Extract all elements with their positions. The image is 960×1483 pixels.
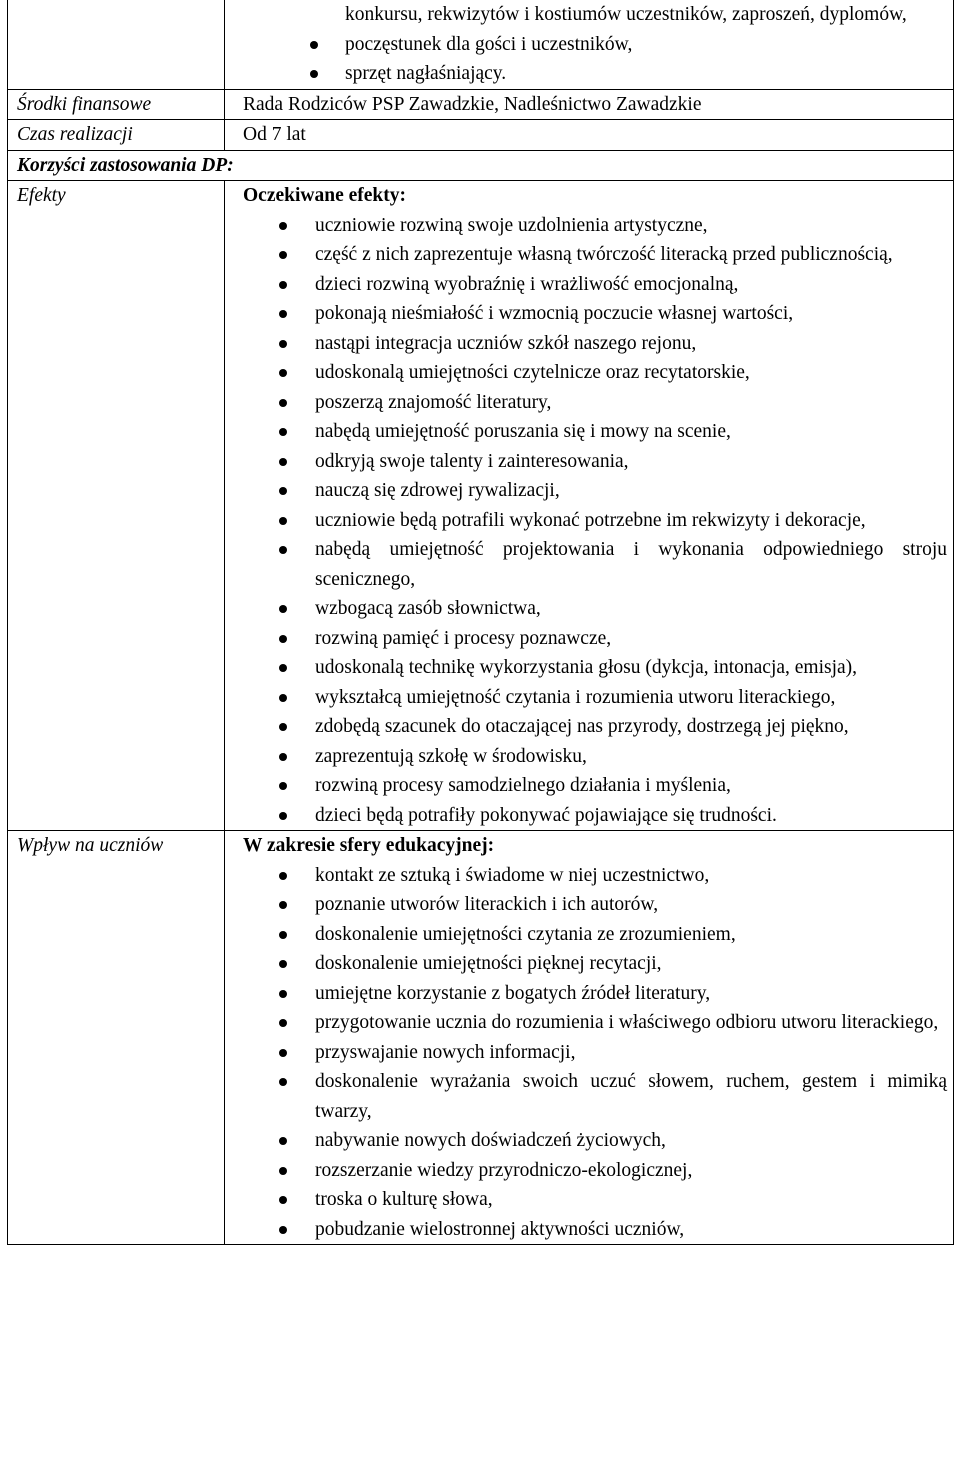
list-item: udoskonalą technikę wykorzystania głosu (dykcja, intonacja, emisja), [243,653,947,683]
list-item: wzbogacą zasób słownictwa, [243,594,947,624]
continuation-row [8,0,954,89]
list-item: przyswajanie nowych informacji, [243,1038,947,1068]
list-item: rozwiną procesy samodzielnego działania i myślenia, [243,771,947,801]
list-item: nastąpi integracja uczniów szkół naszego rejonu, [243,329,947,359]
effects-list [243,211,947,831]
list-item: doskonalenie umiejętności czytania ze zrozumieniem, [243,920,947,950]
list-item: sprzęt nagłaśniający. [225,59,953,89]
list-item: kontakt ze sztuką i świadome w niej uczestnictwo, [243,861,947,891]
list-item: pobudzanie wielostronnej aktywności uczniów, [243,1215,947,1245]
list-item: rozszerzanie wiedzy przyrodniczo-ekologicznej, [243,1156,947,1186]
effects-row [8,181,954,831]
list-item: zaprezentują szkołę w środowisku, [243,742,947,772]
list-item: część z nich zaprezentuje własną twórczość literacką przed publicznością, [243,240,947,270]
impact-cell [225,831,954,1245]
funding-value: Rada Rodziców PSP Zawadzkie, Nadleśnictwo Zawadzkie [225,89,954,120]
list-item: poznanie utworów literackich i ich autorów, [243,890,947,920]
impact-label: Wpływ na uczniów [8,831,225,1245]
impact-row [8,831,954,1245]
list-item: dzieci rozwiną wyobraźnię i wrażliwość emocjonalną, [243,270,947,300]
list-item: odkryją swoje talenty i zainteresowania, [243,447,947,477]
continuation-label-cell [8,0,225,89]
list-item: poczęstunek dla gości i uczestników, [225,30,953,60]
continuation-value-cell [225,0,954,89]
list-item: nabywanie nowych doświadczeń życiowych, [243,1126,947,1156]
list-item: troska o kulturę słowa, [243,1185,947,1215]
list-item: udoskonalą umiejętności czytelnicze oraz recytatorskie, [243,358,947,388]
effects-cell [225,181,954,831]
list-item: zdobędą szacunek do otaczającej nas przyrody, dostrzegą jej piękno, [243,712,947,742]
duration-value: Od 7 lat [225,120,954,151]
resources-list [225,0,953,89]
effects-label: Efekty [8,181,225,831]
impact-heading: W zakresie sfery edukacyjnej: [243,835,495,856]
list-item: pokonają nieśmiałość i wzmocnią poczucie własnej wartości, [243,299,947,329]
project-table [7,0,954,1245]
list-item: nauczą się zdrowej rywalizacji, [243,476,947,506]
list-item: konkursu, rekwizytów i kostiumów uczestników, zaproszeń, dyplomów, [345,4,907,25]
benefits-row [8,150,954,181]
list-item: wykształcą umiejętność czytania i rozumienia utworu literackiego, [243,683,947,713]
funding-label: Środki finansowe [8,89,225,120]
impact-list [243,861,947,1245]
list-item: poszerzą znajomość literatury, [243,388,947,418]
funding-row [8,89,954,120]
list-item: rozwiną pamięć i procesy poznawcze, [243,624,947,654]
list-item: nabędą umiejętność projektowania i wykonania odpowiedniego stroju scenicznego, [243,535,947,594]
list-item: dzieci będą potrafiły pokonywać pojawiające się trudności. [243,801,947,831]
list-item: uczniowie będą potrafili wykonać potrzebne im rekwizyty i dekoracje, [243,506,947,536]
duration-row [8,120,954,151]
list-item: uczniowie rozwiną swoje uzdolnienia artystyczne, [243,211,947,241]
list-item: doskonalenie umiejętności pięknej recytacji, [243,949,947,979]
benefits-heading: Korzyści zastosowania DP: [8,150,954,181]
duration-label: Czas realizacji [8,120,225,151]
list-item: umiejętne korzystanie z bogatych źródeł literatury, [243,979,947,1009]
list-item: nabędą umiejętność poruszania się i mowy na scenie, [243,417,947,447]
list-item: przygotowanie ucznia do rozumienia i właściwego odbioru utworu literackiego, [243,1008,947,1038]
effects-heading: Oczekiwane efekty: [243,185,406,206]
list-item: doskonalenie wyrażania swoich uczuć słowem, ruchem, gestem i mimiką twarzy, [243,1067,947,1126]
